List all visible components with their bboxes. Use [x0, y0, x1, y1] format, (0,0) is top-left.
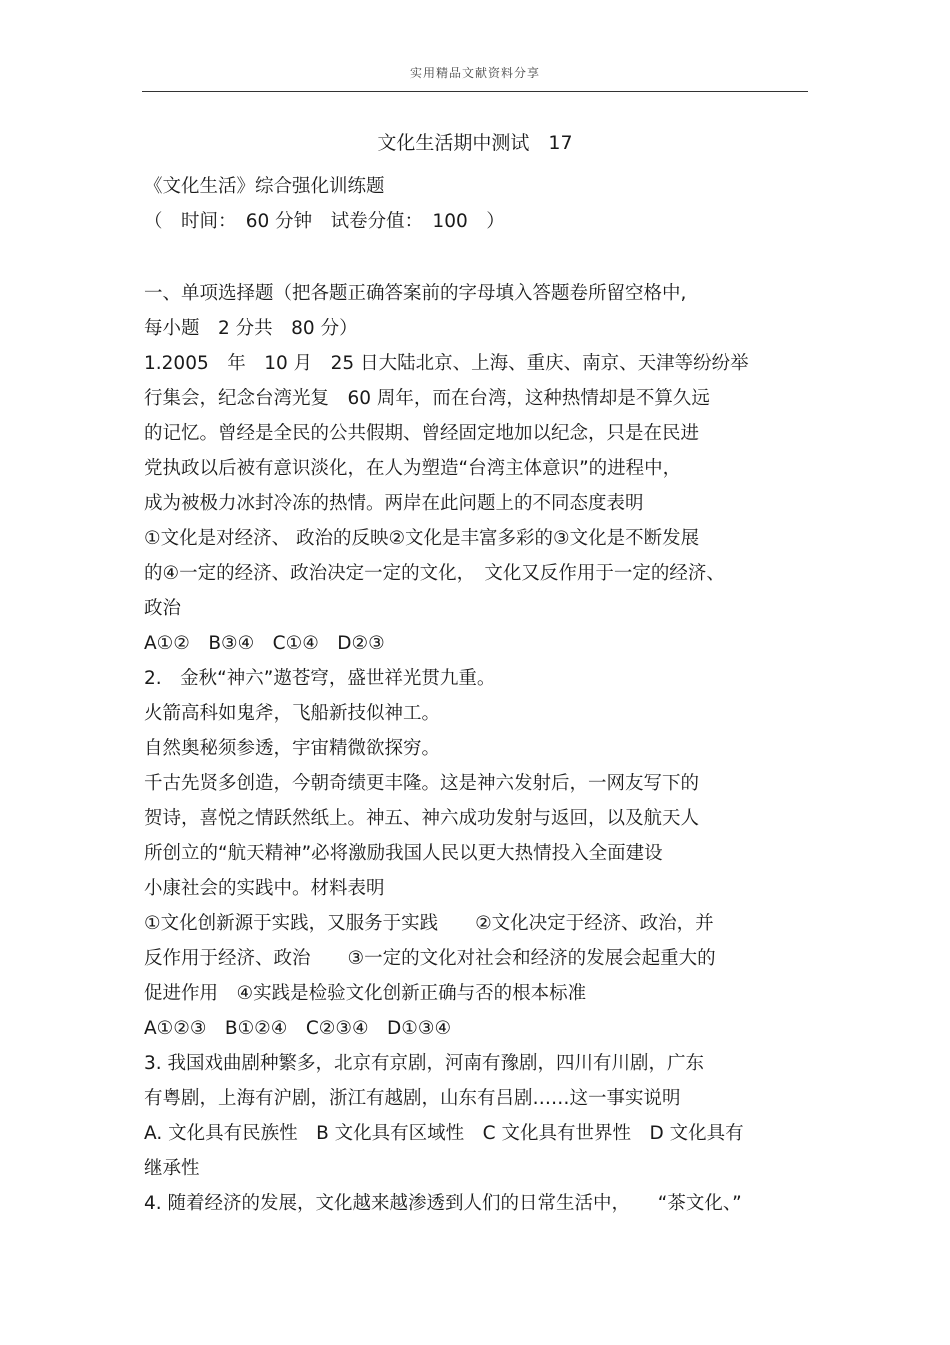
header-divider	[142, 91, 808, 92]
question-text-line: 党执政以后被有意识淡化，在人为塑造“台湾主体意识”的进程中，	[144, 458, 682, 479]
answer-options-line: A. 文化具有民族性 B 文化具有区域性 C 文化具有世界性 D 文化具有	[144, 1123, 744, 1144]
subtitle-line: 《文化生活》综合强化训练题	[144, 176, 385, 197]
document-title: 文化生活期中测试 17	[377, 132, 573, 154]
question-text-line: 成为被极力冰封冷冻的热情。两岸在此问题上的不同态度表明	[144, 493, 644, 514]
question-text-line: 1.2005 年 10 月 25 日大陆北京、上海、重庆、南京、天津等纷纷举	[144, 353, 749, 374]
question-text-line: 政治	[144, 598, 182, 619]
section-heading-line: 每小题 2 分共 80 分）	[144, 318, 358, 339]
question-text-line: 小康社会的实践中。材料表明	[144, 878, 385, 899]
question-text-line: 4. 随着经济的发展，文化越来越渗透到人们的日常生活中， “茶文化、”	[144, 1193, 742, 1214]
question-text-line: 2. 金秋“神六”遨苍穹，盛世祥光贯九重。	[144, 668, 496, 689]
answer-options-line: A①② B③④ C①④ D②③	[144, 633, 385, 654]
question-text-line: 贺诗，喜悦之情跃然纸上。神五、神六成功发射与返回，以及航天人	[144, 808, 700, 829]
question-text-line: 反作用于经济、政治 ③一定的文化对社会和经济的发展会起重大的	[144, 948, 716, 969]
question-text-line: 的④一定的经济、政治决定一定的文化， 文化又反作用于一定的经济、	[144, 563, 725, 584]
question-text-line: 千古先贤多创造，今朝奇绩更丰隆。这是神六发射后，一网友写下的	[144, 773, 700, 794]
question-text-line: 自然奥秘须参透，宇宙精微欲探穷。	[144, 738, 441, 759]
question-text-line: ①文化创新源于实践，又服务于实践 ②文化决定于经济、政治，并	[144, 913, 714, 934]
exam-info-line: （ 时间： 60 分钟 试卷分值： 100 ）	[144, 211, 505, 232]
question-text-line: ①文化是对经济、 政治的反映②文化是丰富多彩的③文化是不断发展	[144, 528, 700, 549]
answer-options-line: A①②③ B①②④ C②③④ D①③④	[144, 1018, 452, 1039]
section-heading-line: 一、单项选择题（把各题正确答案前的字母填入答题卷所留空格中,	[144, 283, 687, 304]
question-text-line: 3. 我国戏曲剧种繁多，北京有京剧，河南有豫剧，四川有川剧，广东	[144, 1053, 705, 1074]
answer-options-line: 继承性	[144, 1158, 200, 1179]
question-text-line: 所创立的“航天精神”必将激励我国人民以更大热情投入全面建设	[144, 843, 663, 864]
question-text-line: 的记忆。曾经是全民的公共假期、曾经固定地加以纪念，只是在民进	[144, 423, 700, 444]
question-text-line: 行集会，纪念台湾光复 60 周年，而在台湾，这种热情却是不算久远	[144, 388, 710, 409]
question-text-line: 有粤剧，上海有沪剧，浙江有越剧，山东有吕剧……这一事实说明	[144, 1088, 681, 1109]
question-text-line: 火箭高科如鬼斧，飞船新技似神工。	[144, 703, 441, 724]
page-header: 实用精品文献资料分享	[409, 66, 540, 80]
question-text-line: 促进作用 ④实践是检验文化创新正确与否的根本标准	[144, 983, 587, 1004]
